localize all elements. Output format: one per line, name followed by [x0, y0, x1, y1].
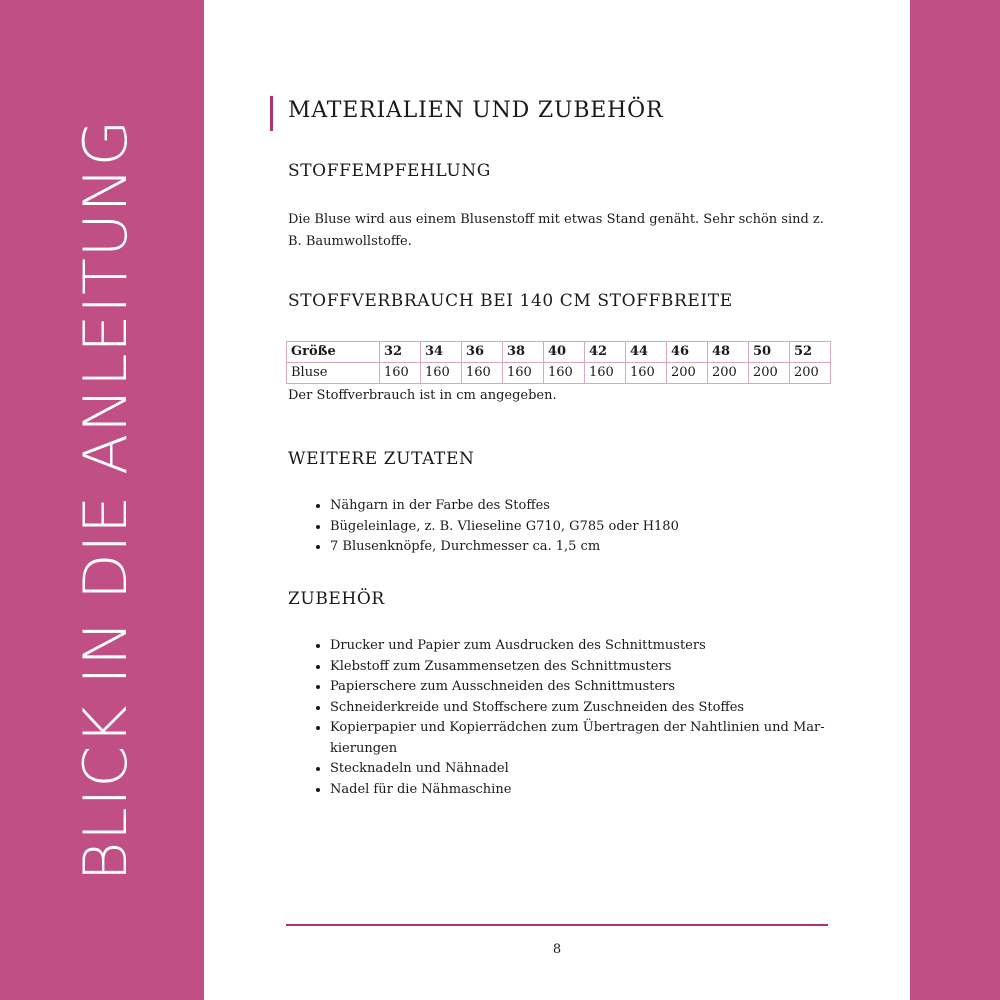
list-item: • Schneiderkreide und Stoffschere zum Zuschneiden des Stoffes [330, 698, 830, 719]
table-note: Der Stoffverbrauch ist in cm angegeben. [288, 388, 557, 403]
vertical-section-title: BLICK IN DIE ANLEITUNG [71, 118, 141, 882]
list-item: • Bügeleinlage, z. B. Vlieseline G710, G785 oder H180 [330, 517, 830, 538]
title-accent-bar [270, 96, 273, 131]
heading-zubehoer: ZUBEHÖR [288, 589, 385, 609]
usage-cell: 160 [503, 363, 544, 384]
usage-cell: 160 [626, 363, 667, 384]
page-title: MATERIALIEN UND ZUBEHÖR [288, 98, 664, 123]
footer-divider [286, 924, 828, 926]
heading-stoffempfehlung: STOFFEMPFEHLUNG [288, 161, 491, 181]
list-item: • Papierschere zum Ausschneiden des Schnittmusters [330, 677, 830, 698]
size-cell: 38 [503, 342, 544, 363]
zutaten-list [310, 496, 830, 558]
size-cell: 46 [667, 342, 708, 363]
heading-weitere-zutaten: WEITERE ZUTATEN [288, 449, 475, 469]
list-item: • Kopierpapier und Kopierrädchen zum Übertragen der Nahtlinien und Mar-kierungen [330, 718, 830, 759]
size-cell: 48 [708, 342, 749, 363]
fabric-usage-table-wrap [286, 341, 831, 384]
stoffempfehlung-text: Die Bluse wird aus einem Blusenstoff mit etwas Stand genäht. Sehr schön sind z. B. Baumwollstoffe. [288, 212, 824, 249]
list-item: • Klebstoff zum Zusammensetzen des Schnittmusters [330, 657, 830, 678]
size-cell: 42 [585, 342, 626, 363]
list-item: • Nähgarn in der Farbe des Stoffes [330, 496, 830, 517]
usage-cell: 160 [544, 363, 585, 384]
usage-cell: 200 [790, 363, 831, 384]
table-header-label: Größe [287, 342, 380, 363]
page-number: 8 [552, 942, 562, 957]
heading-stoffverbrauch: STOFFVERBRAUCH BEI 140 CM STOFFBREITE [288, 291, 733, 311]
size-cell: 34 [421, 342, 462, 363]
size-cell: 40 [544, 342, 585, 363]
table-row-bluse [287, 363, 831, 384]
left-color-band [0, 0, 204, 1000]
usage-cell: 200 [749, 363, 790, 384]
list-item: • Stecknadeln und Nähnadel [330, 759, 830, 780]
size-cell: 36 [462, 342, 503, 363]
list-item: • Nadel für die Nähmaschine [330, 780, 830, 801]
right-color-band [910, 0, 1000, 1000]
size-cell: 44 [626, 342, 667, 363]
fabric-usage-table [286, 341, 831, 384]
table-header-row [287, 342, 831, 363]
usage-cell: 160 [380, 363, 421, 384]
list-item: • Drucker und Papier zum Ausdrucken des Schnittmusters [330, 636, 830, 657]
usage-cell: 200 [667, 363, 708, 384]
table-row-label: Bluse [287, 363, 380, 384]
size-cell: 52 [790, 342, 831, 363]
document-page [204, 0, 910, 1000]
list-item: • 7 Blusenknöpfe, Durchmesser ca. 1,5 cm [330, 537, 830, 558]
size-cell: 50 [749, 342, 790, 363]
usage-cell: 160 [421, 363, 462, 384]
zubehoer-list [310, 636, 830, 800]
usage-cell: 160 [462, 363, 503, 384]
usage-cell: 160 [585, 363, 626, 384]
usage-cell: 200 [708, 363, 749, 384]
size-cell: 32 [380, 342, 421, 363]
